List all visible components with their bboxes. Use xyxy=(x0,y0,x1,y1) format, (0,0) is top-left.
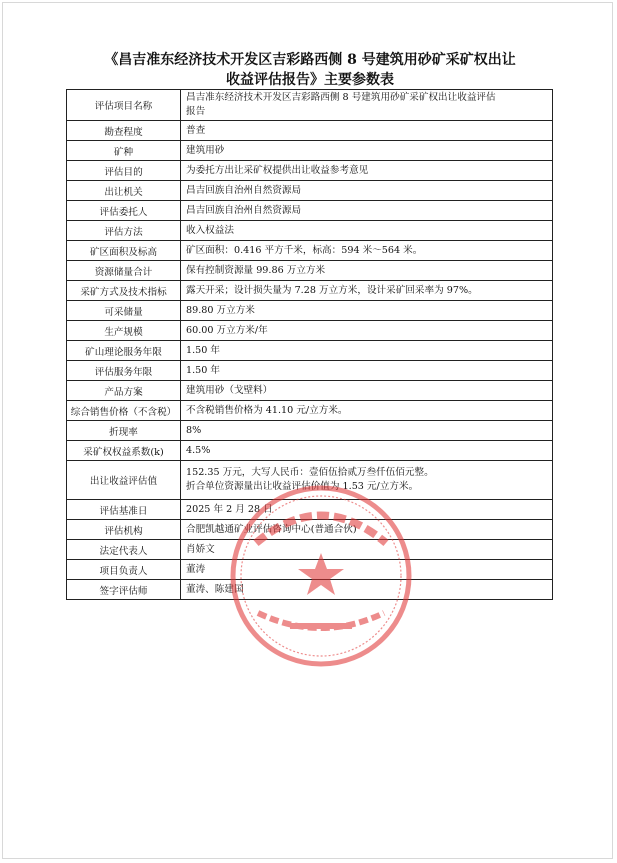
row-value xyxy=(181,341,553,361)
table-row xyxy=(67,241,553,261)
parameter-table xyxy=(66,89,553,600)
table-row xyxy=(67,161,553,181)
row-value-line: 4.5% xyxy=(186,444,211,456)
title-line-2: 收益评估报告》主要参数表 xyxy=(226,72,394,88)
row-label: 评估服务年限 xyxy=(67,361,181,381)
table-row xyxy=(67,181,553,201)
row-label: 矿区面积及标高 xyxy=(67,241,181,261)
table-row xyxy=(67,381,553,401)
table-row xyxy=(67,441,553,461)
row-label: 折现率 xyxy=(67,421,181,441)
row-label: 项目负责人 xyxy=(67,560,181,580)
row-label: 评估目的 xyxy=(67,161,181,181)
row-value xyxy=(181,261,553,281)
row-value xyxy=(181,90,553,121)
row-value xyxy=(181,540,553,560)
row-value xyxy=(181,421,553,441)
row-value xyxy=(181,520,553,540)
row-value-line: 为委托方出让采矿权提供出让收益参考意见 xyxy=(186,164,369,176)
row-label: 可采储量 xyxy=(67,301,181,321)
row-value xyxy=(181,580,553,600)
row-label: 采矿方式及技术指标 xyxy=(67,281,181,301)
row-label: 评估机构 xyxy=(67,520,181,540)
row-value-line: 89.80 万立方米 xyxy=(186,304,255,316)
row-value-line: 保有控制资源量 99.86 万立方米 xyxy=(186,264,326,276)
row-value-line: 昌吉准东经济技术开发区吉彩路西侧 8 号建筑用砂矿采矿权出让收益评估 xyxy=(186,92,496,103)
table-row xyxy=(67,560,553,580)
row-value-line: 8% xyxy=(186,424,202,436)
row-label: 评估基准日 xyxy=(67,500,181,520)
row-value-line: 昌吉回族自治州自然资源局 xyxy=(186,204,302,216)
row-value-line: 60.00 万立方米/年 xyxy=(186,324,268,336)
row-value xyxy=(181,560,553,580)
row-value-line: 2025 年 2 月 28 日 xyxy=(186,503,273,515)
table-row xyxy=(67,281,553,301)
row-value xyxy=(181,461,553,500)
row-value-line: 1.50 年 xyxy=(186,344,221,356)
table-row xyxy=(67,540,553,560)
row-label: 评估方法 xyxy=(67,221,181,241)
row-label: 产品方案 xyxy=(67,381,181,401)
row-value-line: 建筑用砂（戈壁料） xyxy=(186,384,273,396)
table-row xyxy=(67,201,553,221)
row-value-line: 矿区面积：0.416 平方千米，标高：594 米～564 米。 xyxy=(186,244,423,256)
row-value-line: 折合单位资源量出让收益评估价值为 1.53 元/立方米。 xyxy=(186,481,419,492)
table-row xyxy=(67,121,553,141)
row-value-line: 露天开采；设计损失量为 7.28 万立方米，设计采矿回采率为 97%。 xyxy=(186,284,478,296)
row-label: 资源储量合计 xyxy=(67,261,181,281)
row-value xyxy=(181,301,553,321)
row-label: 矿种 xyxy=(67,141,181,161)
table-row xyxy=(67,301,553,321)
table-row xyxy=(67,580,553,600)
table-row xyxy=(67,321,553,341)
row-label: 综合销售价格（不含税） xyxy=(67,401,181,421)
row-value-line: 1.50 年 xyxy=(186,364,221,376)
row-value xyxy=(181,441,553,461)
row-value xyxy=(181,161,553,181)
table-row xyxy=(67,421,553,441)
table-row xyxy=(67,461,553,500)
document-title xyxy=(60,50,560,90)
table-row xyxy=(67,341,553,361)
row-value xyxy=(181,201,553,221)
table-row xyxy=(67,221,553,241)
row-value-line: 普查 xyxy=(186,124,206,136)
row-value-line: 昌吉回族自治州自然资源局 xyxy=(186,184,302,196)
title-line-1: 《昌吉准东经济技术开发区吉彩路西侧 8 号建筑用砂矿采矿权出让 xyxy=(104,52,516,68)
table-row xyxy=(67,520,553,540)
table-row xyxy=(67,261,553,281)
row-label: 生产规模 xyxy=(67,321,181,341)
row-value xyxy=(181,181,553,201)
row-label: 出让收益评估值 xyxy=(67,461,181,500)
row-value-line: 董涛 xyxy=(186,563,206,575)
row-label: 法定代表人 xyxy=(67,540,181,560)
row-value xyxy=(181,241,553,261)
row-value xyxy=(181,141,553,161)
table-row xyxy=(67,401,553,421)
row-value xyxy=(181,221,553,241)
table-row xyxy=(67,361,553,381)
row-label: 矿山理论服务年限 xyxy=(67,341,181,361)
row-value-line: 报告 xyxy=(186,106,206,117)
row-label: 评估委托人 xyxy=(67,201,181,221)
row-value-line: 肖娇文 xyxy=(186,543,215,555)
row-label: 评估项目名称 xyxy=(67,90,181,121)
table-row xyxy=(67,500,553,520)
row-value-line: 收入权益法 xyxy=(186,224,234,236)
row-value-line: 合肥凯越通矿业评估咨询中心(普通合伙) xyxy=(186,523,357,535)
table-row xyxy=(67,141,553,161)
row-value xyxy=(181,401,553,421)
parameter-table-body xyxy=(67,90,553,600)
row-label: 出让机关 xyxy=(67,181,181,201)
table-row xyxy=(67,90,553,121)
row-value xyxy=(181,381,553,401)
row-value-line: 建筑用砂 xyxy=(186,144,225,156)
row-value-line: 不含税销售价格为 41.10 元/立方米。 xyxy=(186,404,348,416)
row-value-line: 152.35 万元，大写人民币：壹佰伍拾贰万叁仟伍佰元整。 xyxy=(186,467,434,478)
row-label: 签字评估师 xyxy=(67,580,181,600)
row-label: 采矿权权益系数(k) xyxy=(67,441,181,461)
row-value xyxy=(181,281,553,301)
row-label: 勘查程度 xyxy=(67,121,181,141)
row-value-line: 董涛、陈建国 xyxy=(186,583,244,595)
row-value xyxy=(181,321,553,341)
row-value xyxy=(181,361,553,381)
row-value xyxy=(181,121,553,141)
row-value xyxy=(181,500,553,520)
